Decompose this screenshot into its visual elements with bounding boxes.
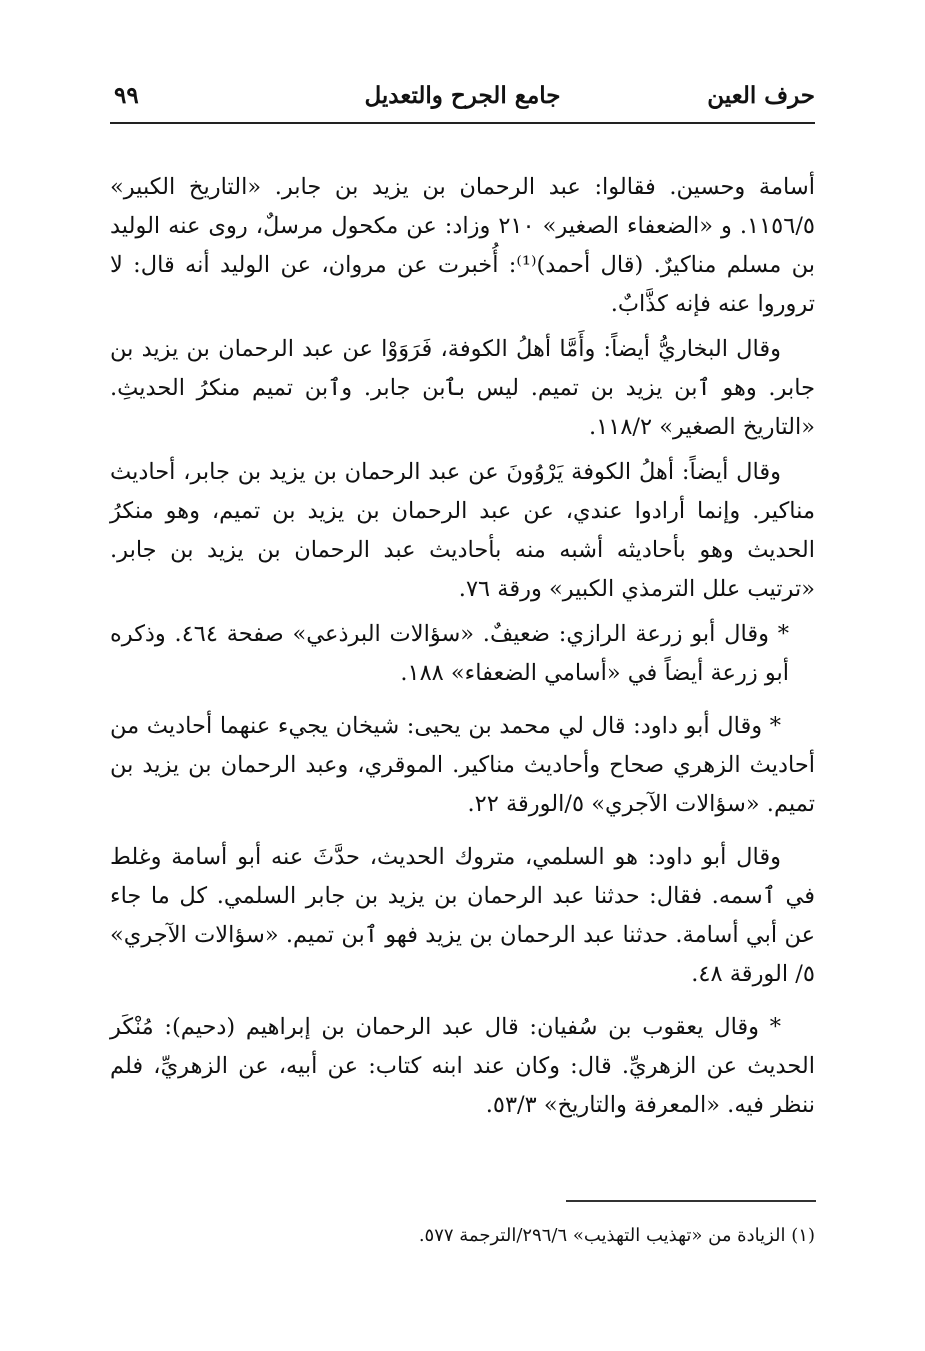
main-text	[110, 168, 815, 1131]
paragraph-1: أسامة وحسين. فقالوا: عبد الرحمان بن يزيد بن جابر. «التاريخ الكبير» ١١٥٦/٥. و «الضعفاء الصغير» ٢١٠ وزاد: عن مكحول مرسلٌ، روى عنه الوليد بن مسلم مناكيرٌ. (قال أحمد)⁽¹⁾: أُخبرت عن مروان، عن الوليد أنه قال: لا تروروا عنه فإنه كذَّابٌ.	[110, 174, 816, 317]
footnote-divider	[566, 1200, 816, 1202]
footnote: (١) الزيادة من «تهذيب التهذيب» ٢٩٦/٦/الترجمة ٥٧٧.	[418, 1225, 815, 1246]
book-title: جامع الجرح والتعديل	[364, 82, 561, 109]
page-header	[110, 72, 815, 124]
paragraph-6: وقال أبو داود: هو السلمي، متروك الحديث، حدَّثَ عنه أبو أسامة وغلط في ٱسمه. فقال: حدثنا عبد الرحمان بن يزيد بن جابر السلمي. كل ما جاء عن أبي أسامة. حدثنا عبد الرحمان بن يزيد فهو ٱبن تميم. «سؤالات الآجري» ٥/ الورقة ٤٨.	[110, 844, 815, 987]
paragraph-7: * وقال يعقوب بن سُفيان: قال عبد الرحمان بن إبراهيم (دحيم): مُنْكَر الحديث عن الزهريِّ. قال: وكان عند ابنه كتاب: عن أبيه، عن الزهريِّ، فلم ننظر فيه. «المعرفة والتاريخ» ٥٣/٣.	[110, 1014, 815, 1118]
chapter-title: حرف العين	[707, 82, 815, 109]
paragraph-5: * وقال أبو داود: قال لي محمد بن يحيى: شيخان يجيء عنهما أحاديث من أحاديث الزهري صحاح وأحاديث مناكير. الموقري، وعبد الرحمان بن يزيد بن تميم. «سؤالات الآجري» ٥/الورقة ٢٢.	[110, 713, 815, 817]
paragraph-2: وقال البخاريُّ أيضاً: وأَمَّا أهلُ الكوفة، فَرَوَوْا عن عبد الرحمان بن يزيد بن جابر. وهو ٱبن يزيد بن تميم. ليس بٱبن جابر. وٱبن تميم منكرُ الحديثِ. «التاريخ الصغير» ١١٨/٢.	[110, 336, 815, 440]
paragraph-4: * وقال أبو زرعة الرازي: ضعيفٌ. «سؤالات البرذعي» صفحة ٤٦٤. وذكره أبو زرعة أيضاً في «أسامي الضعفاء» ١٨٨.	[110, 621, 789, 686]
paragraph-3: وقال أيضاً: أهلُ الكوفة يَرْوُونَ عن عبد الرحمان بن يزيد بن جابر، أحاديث مناكير. وإنما أرادوا عندي، عن عبد الرحمان بن يزيد بن تميم، وهو منكرُ الحديث وهو بأحاديثه أشبه منه بأحاديث عبد الرحمان بن يزيد بن جابر. «ترتيب علل الترمذي الكبير» ورقة ٧٦.	[110, 459, 815, 602]
page-number: ٩٩	[114, 82, 139, 109]
